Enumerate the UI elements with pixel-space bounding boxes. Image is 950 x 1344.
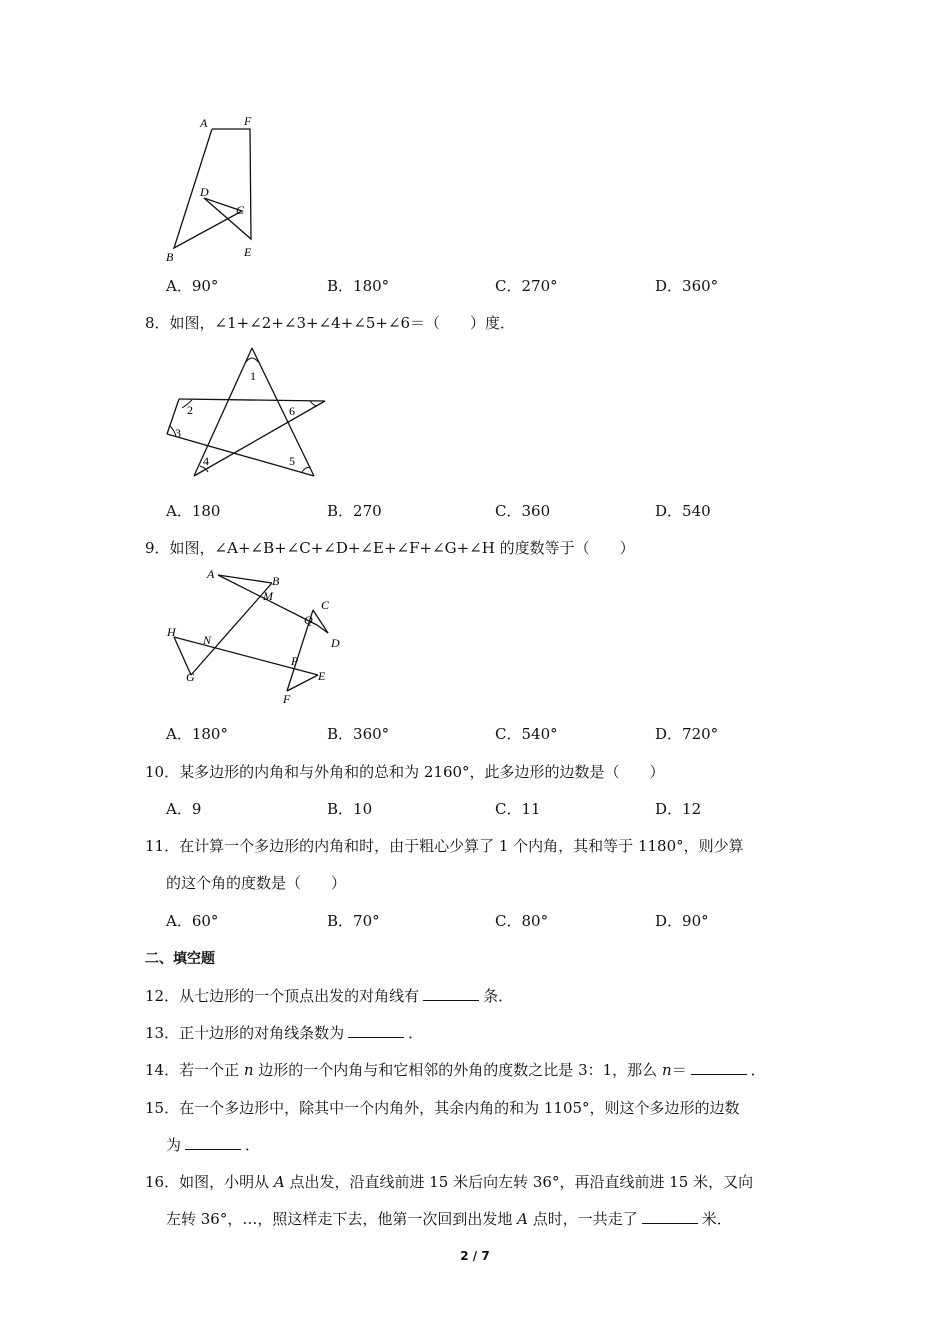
q10-option-c[interactable]: C．11 — [495, 800, 541, 818]
q10-option-b[interactable]: B．10 — [327, 800, 373, 818]
page-number: 2 / 7 — [460, 1249, 490, 1263]
q8-option-a[interactable]: A．180 — [166, 502, 221, 520]
q9-option-c[interactable]: C．540° — [495, 725, 558, 743]
q13 — [145, 1022, 423, 1043]
q9-diagram — [160, 565, 350, 710]
q8-option-c[interactable]: C．360 — [495, 502, 551, 520]
q9-label-d: D — [331, 636, 340, 650]
q16-suffix: 米． — [701, 1210, 732, 1228]
q11-stem-line2: 的这个角的度数是（ ） — [166, 874, 347, 892]
q8-angle-5: 5 — [289, 454, 295, 468]
q9-option-d[interactable]: D．720° — [655, 725, 719, 743]
q13-blank[interactable] — [348, 1023, 404, 1038]
q10-stem: 10．某多边形的内角和与外角和的总和为 2160°，此多边形的边数是（ ） — [145, 763, 665, 781]
q9-label-n: N — [203, 633, 212, 647]
q14-blank[interactable] — [691, 1060, 747, 1075]
q15-text: 为 — [166, 1136, 182, 1154]
q14-var-n2: n — [661, 1061, 672, 1079]
q9-label-a: A — [207, 567, 215, 581]
q8-angle-4: 4 — [203, 454, 209, 468]
q8-option-b[interactable]: B．270 — [327, 502, 382, 520]
q8-diagram — [160, 342, 330, 482]
q12-blank[interactable] — [423, 986, 479, 1001]
q7-label-d: D — [200, 185, 209, 199]
q7-label-b: B — [166, 250, 174, 264]
q12-suffix: 条． — [483, 987, 514, 1005]
q7-label-c: C — [236, 203, 245, 217]
q14-suffix: ． — [750, 1061, 766, 1079]
q7-option-a[interactable]: A．90° — [166, 277, 219, 295]
q15-line1: 15．在一个多边形中，除其中一个内角外，其余内角的和为 1105°，则这个多边形的边数 — [145, 1099, 740, 1117]
q16-blank[interactable] — [642, 1209, 698, 1224]
q14-equals: ＝ — [671, 1061, 687, 1079]
q9-stem: 9．如图，∠A+∠B+∠C+∠D+∠E+∠F+∠G+∠H 的度数等于（ ） — [145, 539, 635, 557]
q12-text: 12．从七边形的一个顶点出发的对角线有 — [145, 987, 420, 1005]
q7-option-c[interactable]: C．270° — [495, 277, 558, 295]
q16-text-b: 点出发，沿直线前进 15 米后向左转 36°，再沿直线前进 15 米，又向 — [284, 1173, 754, 1191]
q10-option-a[interactable]: A．9 — [166, 800, 202, 818]
q14-text-mid: 边形的一个内角与和它相邻的外角的度数之比是 3：1，那么 — [253, 1061, 662, 1079]
q10-option-d[interactable]: D．12 — [655, 800, 702, 818]
q9-label-e: E — [318, 669, 326, 683]
q9-label-g: G — [186, 670, 195, 684]
q16-text-a: 16．如图，小明从 — [145, 1173, 274, 1191]
q9-figure — [160, 565, 350, 710]
q16-text-c: 左转 36°，…，照这样走下去，他第一次回到出发地 — [166, 1210, 518, 1228]
q7-diagram — [160, 110, 270, 265]
q7-figure — [160, 110, 270, 265]
q15-suffix: ． — [245, 1136, 261, 1154]
q11-option-b[interactable]: B．70° — [327, 912, 380, 930]
q8-angle-2: 2 — [187, 403, 193, 417]
q11-option-a[interactable]: A．60° — [166, 912, 219, 930]
q7-label-f: F — [244, 114, 252, 128]
section-title-fill-blank: 二、填空题 — [145, 951, 215, 967]
q14-text: 14．若一个正 — [145, 1061, 244, 1079]
q12 — [145, 985, 513, 1006]
q8-option-d[interactable]: D．540 — [655, 502, 711, 520]
q15-line2 — [166, 1134, 260, 1155]
q9-label-h: H — [167, 625, 176, 639]
q14 — [145, 1059, 766, 1080]
q8-figure — [160, 342, 330, 482]
q16-text-d: 点时，一共走了 — [527, 1210, 638, 1228]
q7-label-a: A — [200, 116, 208, 130]
q14-var-n: n — [243, 1061, 254, 1079]
q8-angle-3: 3 — [175, 426, 181, 440]
q7-label-e: E — [244, 245, 252, 259]
q9-label-m: M — [263, 589, 273, 603]
q9-option-a[interactable]: A．180° — [166, 725, 228, 743]
q8-angle-1: 1 — [250, 369, 256, 383]
q7-option-b[interactable]: B．180° — [327, 277, 390, 295]
q8-angle-6: 6 — [289, 404, 295, 418]
q13-text: 13．正十边形的对角线条数为 — [145, 1024, 345, 1042]
q9-label-c: C — [321, 598, 330, 612]
q11-option-d[interactable]: D．90° — [655, 912, 709, 930]
q13-suffix: ． — [408, 1024, 424, 1042]
q11-stem-line1: 11．在计算一个多边形的内角和时，由于粗心少算了 1 个内角，其和等于 1180°，则少算 — [145, 837, 744, 855]
q16-line2 — [166, 1208, 732, 1229]
q8-stem: 8．如图，∠1+∠2+∠3+∠4+∠5+∠6＝（ ）度． — [145, 314, 516, 332]
q9-label-q: Q — [304, 613, 313, 627]
q16-line1 — [145, 1171, 753, 1192]
q16-var-a2: A — [517, 1210, 528, 1228]
q7-option-d[interactable]: D．360° — [655, 277, 719, 295]
q16-var-a: A — [273, 1173, 285, 1191]
q9-label-f: F — [283, 692, 291, 706]
q11-option-c[interactable]: C．80° — [495, 912, 549, 930]
q15-blank[interactable] — [185, 1135, 241, 1150]
q9-option-b[interactable]: B．360° — [327, 725, 390, 743]
q9-label-b: B — [272, 574, 280, 588]
q9-label-p: P — [291, 654, 299, 668]
